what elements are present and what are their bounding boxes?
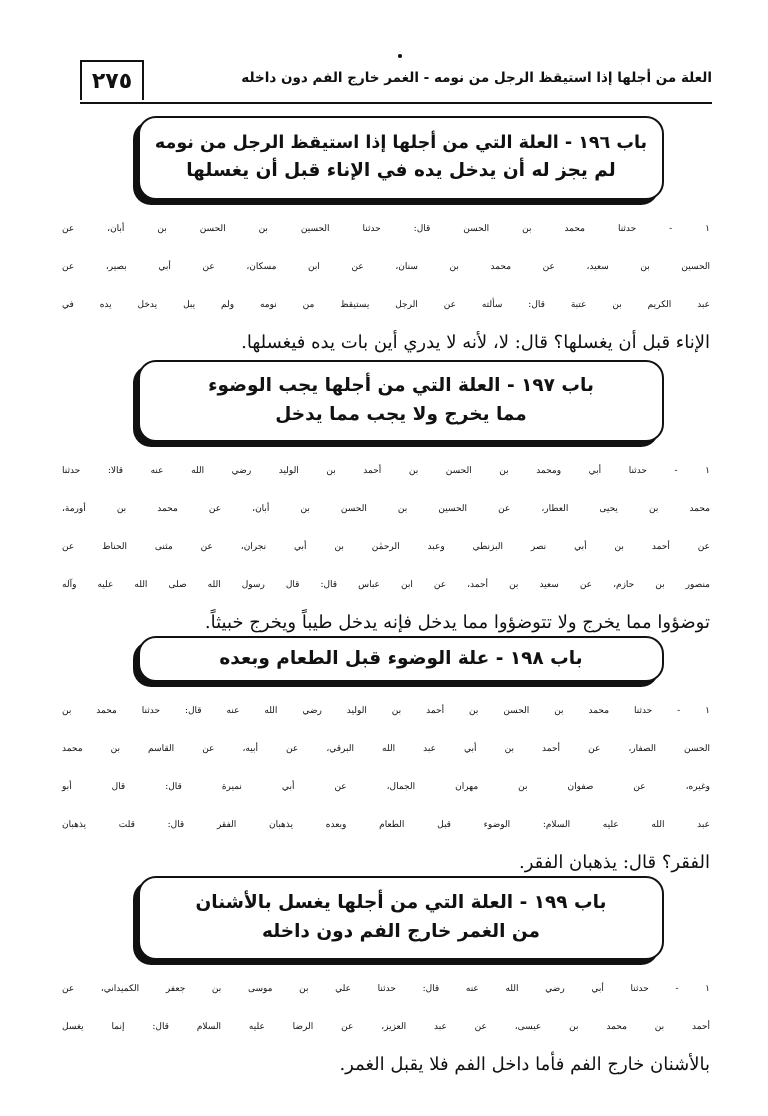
text-line: عبد الله عليه السلام: الوضوء قبل الطعام وبعده يذهبان الفقر قال: قلت يذهبان — [62, 820, 710, 830]
running-header — [80, 60, 712, 104]
text-line: بالأشنان خارج الفم فأما داخل الفم فلا يقبل الغمر. — [339, 1054, 710, 1075]
text-line: وغيره، عن صفوان بن مهران الجمال، عن أبي نميرة قال: قال أبو — [62, 782, 710, 792]
text-line: عبد الكريم بن عتبة قال: سألته عن الرجل يستيقظ من نومه ولم يبل يدخل يده في — [62, 300, 710, 310]
chapter-heading-198 — [138, 636, 664, 682]
hadith-paragraph-196 — [62, 210, 710, 362]
chapter-title-line: من الغمر خارج الفم دون داخله — [261, 921, 541, 942]
text-line: الفقر؟ قال: يذهبان الفقر. — [518, 852, 710, 873]
running-title: العلة من أجلها إذا استيقظ الرجل من نومه - الغمر خارج الفم دون داخله — [241, 70, 712, 86]
page-number: ٢٧٥ — [80, 60, 144, 100]
text-line: محمد بن يحيى العطار، عن الحسين بن الحسن بن أبان، عن محمد بن أورمة، — [62, 504, 711, 514]
hadith-paragraph-197 — [62, 452, 710, 642]
text-line: ١ - حدثنا أبي ومحمد بن الحسن بن أحمد بن الوليد رضي الله عنه قالا: حدثنا — [62, 466, 710, 476]
text-line: ١ - حدثنا أبي رضي الله عنه قال: حدثنا علي بن موسى بن جعفر الكميداني، عن — [62, 984, 710, 994]
chapter-title-line: مما يخرج ولا يجب مما يدخل — [275, 404, 527, 425]
chapter-title-line: باب ١٩٧ - العلة التي من أجلها يجب الوضوء — [208, 375, 594, 397]
text-line: ١ - حدثنا محمد بن الحسن بن أحمد بن الوليد رضي الله عنه قال: حدثنا محمد بن — [62, 706, 710, 716]
chapter-title-line: باب ١٩٨ - علة الوضوء قبل الطعام وبعده — [219, 647, 583, 669]
text-line: ١ - حدثنا محمد بن الحسن قال: حدثنا الحسين بن الحسن بن أبان، عن — [62, 224, 710, 234]
chapter-heading-199 — [138, 876, 664, 960]
chapter-title-line: باب ١٩٩ - العلة التي من أجلها يغسل بالأشنان — [195, 892, 607, 914]
chapter-heading-196 — [138, 116, 664, 200]
text-line: الحسن الصفار، عن أحمد بن أبي عبد الله البرقي، عن أبيه، عن القاسم بن محمد — [62, 744, 710, 754]
chapter-heading-197 — [138, 360, 664, 442]
text-line: الحسين بن سعيد، عن محمد بن سنان، عن ابن مسكان، عن أبي بصير، عن — [62, 262, 710, 272]
text-line: توضؤوا مما يخرج ولا تتوضؤوا مما يدخل فإنه يدخل طيباً ويخرج خبيثاً. — [204, 612, 710, 633]
text-line: أحمد بن محمد بن عيسى، عن عبد العزيز، عن الرضا عليه السلام قال: إنما يغسل — [62, 1022, 710, 1032]
text-line: عن أحمد بن أبي نصر البزنطي وعبد الرحمٰن بن أبي نجران، عن مثنى الحناط عن — [62, 542, 710, 552]
header-ornament-dot — [398, 54, 402, 58]
hadith-paragraph-199 — [62, 970, 710, 1084]
chapter-title-line: لم يجز له أن يدخل يده في الإناء قبل أن يغسلها — [186, 160, 616, 182]
hadith-paragraph-198 — [62, 692, 710, 882]
text-line: الإناء قبل أن يغسلها؟ قال: لا، لأنه لا يدري أين بات يده فيغسلها. — [241, 332, 710, 353]
chapter-title-line: باب ١٩٦ - العلة التي من أجلها إذا استيقظ الرجل من نومه — [154, 133, 648, 154]
text-line: منصور بن حازم، عن سعيد بن أحمد، عن ابن عباس قال: قال رسول الله صلى الله عليه وآله — [62, 580, 710, 590]
